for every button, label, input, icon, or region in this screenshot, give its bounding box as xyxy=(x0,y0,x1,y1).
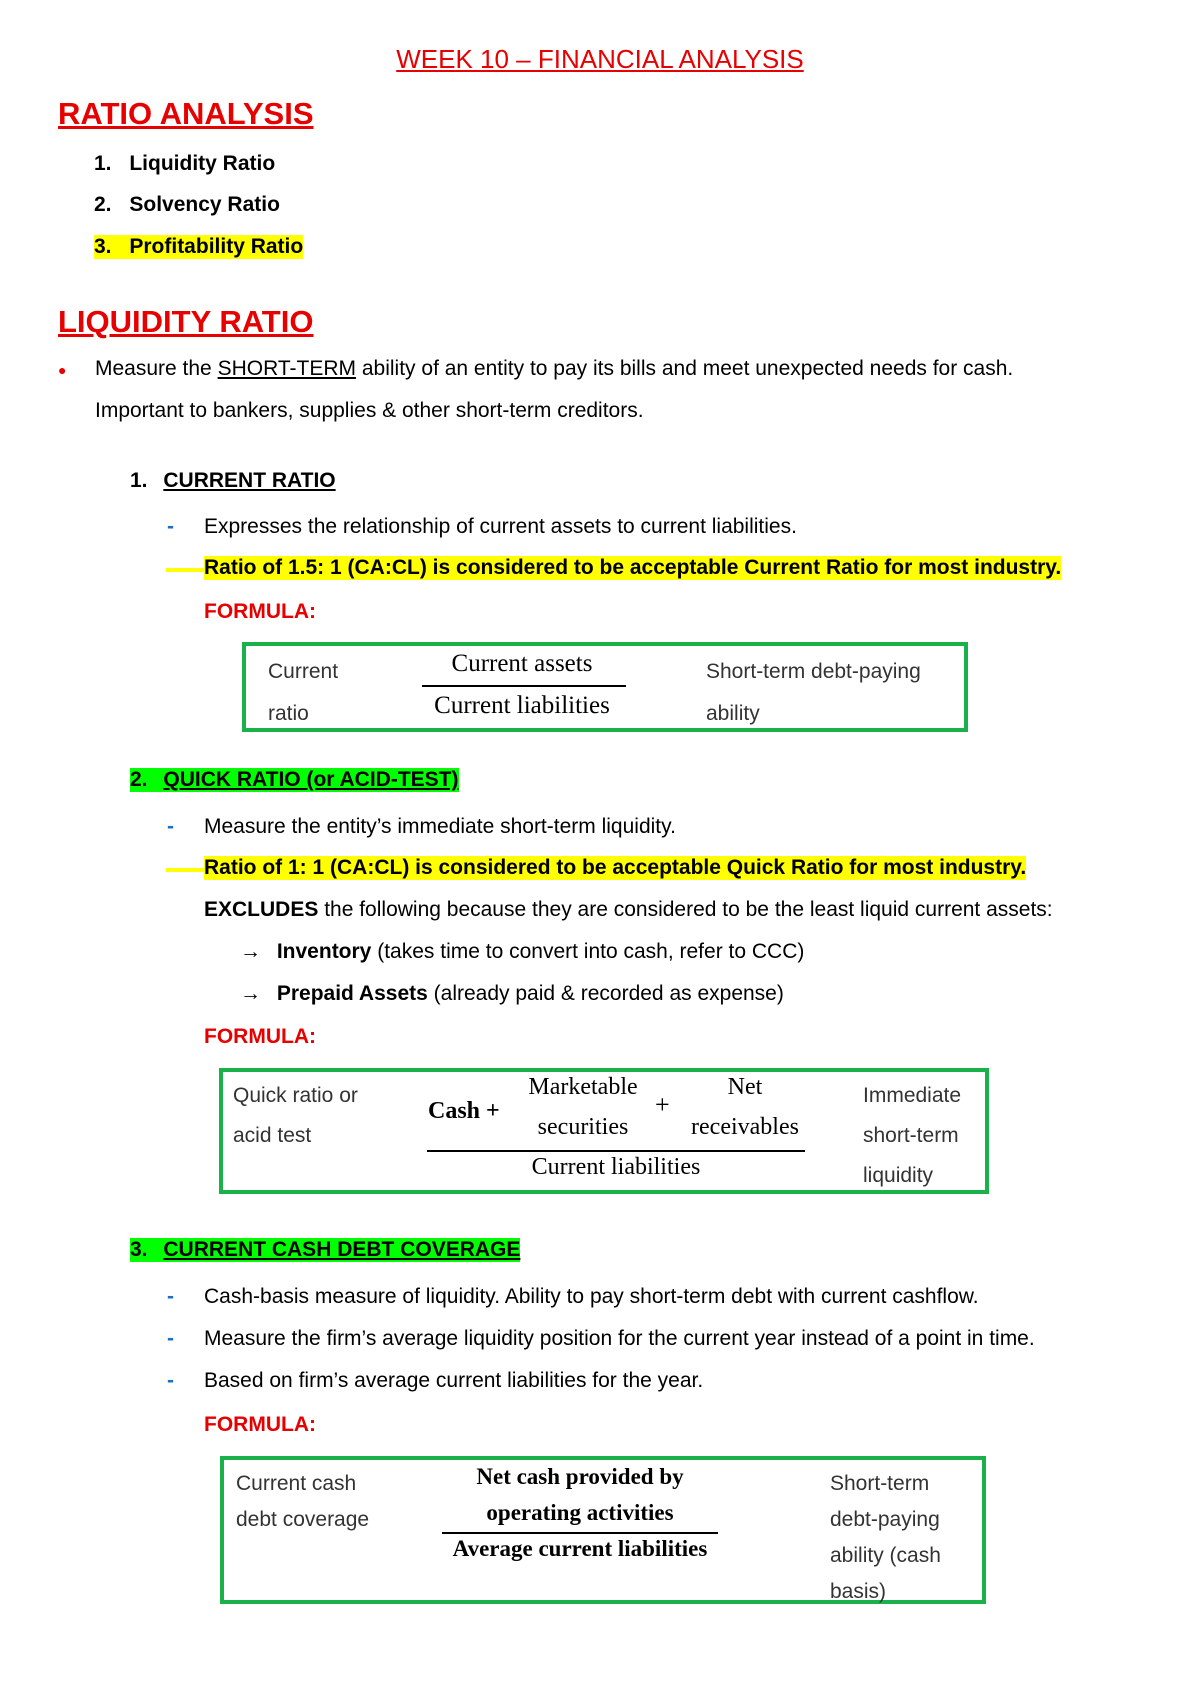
excludes-text xyxy=(204,898,1053,922)
highlight-marker xyxy=(166,868,204,872)
list-label: Liquidity Ratio xyxy=(129,152,276,175)
formula-denominator: Current liabilities xyxy=(531,1154,701,1180)
formula-meaning: basis) xyxy=(830,1580,887,1603)
formula-label: FORMULA: xyxy=(204,1413,316,1436)
fraction-line xyxy=(427,1150,805,1152)
section-number: 2. xyxy=(130,768,148,791)
formula-label: FORMULA: xyxy=(204,1025,316,1048)
text-bold: EXCLUDES xyxy=(204,898,319,921)
formula-denominator: Current liabilities xyxy=(434,692,610,719)
text-underlined: SHORT-TERM xyxy=(217,357,357,380)
formula-meaning: short-term xyxy=(863,1124,959,1147)
current-ratio-point: Expresses the relationship of current assets to current liabilities. xyxy=(204,515,797,538)
formula-meaning: ability (cash xyxy=(830,1544,941,1567)
ccdc-point: Cash-basis measure of liquidity. Ability to pay short-term debt with current cashflow. xyxy=(204,1285,979,1308)
arrow-icon: → xyxy=(240,982,261,1005)
section-title: CURRENT CASH DEBT COVERAGE xyxy=(163,1238,521,1261)
quick-ratio-point: Measure the entity’s immediate short-term liquidity. xyxy=(204,815,676,838)
quick-ratio-highlight: Ratio of 1: 1 (CA:CL) is considered to be acceptable Quick Ratio for most industry. xyxy=(204,856,1027,879)
formula-numerator: Net cash provided by xyxy=(476,1464,684,1489)
liquidity-description-line2: Important to bankers, supplies & other short-term creditors. xyxy=(95,399,644,422)
formula-name: debt coverage xyxy=(236,1508,370,1531)
list-number: 1. xyxy=(94,152,112,175)
ccdc-point: Based on firm’s average current liabilities for the year. xyxy=(204,1369,704,1392)
dash-icon: - xyxy=(167,1369,174,1392)
formula-denominator: Average current liabilities xyxy=(452,1536,708,1561)
dash-icon: - xyxy=(167,815,174,838)
formula-meaning: Short-term xyxy=(830,1472,930,1495)
liquidity-description xyxy=(95,357,1013,381)
formula-operator: + xyxy=(655,1090,670,1119)
list-number: 3. xyxy=(94,235,112,258)
formula-name: Current cash xyxy=(236,1472,357,1495)
ccdc-point: Measure the firm’s average liquidity position for the current year instead of a point in time. xyxy=(204,1327,1035,1350)
text: (takes time to convert into cash, refer to CCC) xyxy=(371,940,805,963)
formula-name: Current xyxy=(268,660,339,683)
formula-meaning: debt-paying xyxy=(830,1508,940,1531)
fraction-line xyxy=(442,1532,718,1534)
bullet-icon: ● xyxy=(58,362,67,378)
dash-icon: - xyxy=(167,515,174,538)
quick-ratio-heading xyxy=(130,768,459,792)
formula-term: Marketable xyxy=(528,1074,638,1100)
formula-term: receivables xyxy=(691,1114,799,1140)
text: the following because they are considered to be the least liquid current assets: xyxy=(318,898,1053,921)
list-item xyxy=(94,193,280,217)
formula-name: Quick ratio or xyxy=(233,1084,358,1107)
highlight-marker xyxy=(166,568,204,572)
formula-name: acid test xyxy=(233,1124,312,1147)
text: (already paid & recorded as expense) xyxy=(427,982,784,1005)
arrow-icon: → xyxy=(240,940,261,963)
list-label: Profitability Ratio xyxy=(129,235,304,258)
current-ratio-formula-box xyxy=(242,642,968,732)
dash-icon: - xyxy=(167,1285,174,1308)
formula-meaning: Short-term debt-paying xyxy=(706,660,921,683)
text-bold: Prepaid Assets xyxy=(276,982,428,1005)
section-number: 3. xyxy=(130,1238,148,1261)
page-title: WEEK 10 – FINANCIAL ANALYSIS xyxy=(396,44,804,74)
text: ability of an entity to pay its bills and meet unexpected needs for cash. xyxy=(356,357,1014,380)
liquidity-heading: LIQUIDITY RATIO xyxy=(58,304,314,339)
quick-ratio-formula-box xyxy=(219,1068,989,1194)
text-bold: Inventory xyxy=(276,940,372,963)
text: Measure the xyxy=(95,357,218,380)
section-title: QUICK RATIO (or ACID-TEST) xyxy=(163,768,459,791)
section-title: CURRENT RATIO xyxy=(163,469,336,492)
formula-name: ratio xyxy=(268,702,309,725)
ccdc-heading xyxy=(130,1238,520,1262)
list-item-highlighted xyxy=(94,235,303,259)
formula-numerator: Current assets xyxy=(451,650,593,677)
formula-meaning: Immediate xyxy=(863,1084,962,1107)
formula-meaning: liquidity xyxy=(863,1164,934,1187)
formula-term: Net xyxy=(727,1074,763,1100)
list-number: 2. xyxy=(94,193,112,216)
formula-meaning: ability xyxy=(706,702,760,725)
formula-term: Cash + xyxy=(428,1098,500,1124)
list-label: Solvency Ratio xyxy=(129,193,280,216)
formula-numerator: operating activities xyxy=(486,1500,674,1525)
current-ratio-heading xyxy=(130,469,336,493)
current-ratio-highlight: Ratio of 1.5: 1 (CA:CL) is considered to be acceptable Current Ratio for most industry. xyxy=(204,556,1062,579)
ratio-analysis-heading: RATIO ANALYSIS xyxy=(58,96,314,131)
section-number: 1. xyxy=(130,469,148,492)
arrow-item xyxy=(240,982,784,1006)
dash-icon: - xyxy=(167,1327,174,1350)
formula-label: FORMULA: xyxy=(204,600,316,623)
fraction-line xyxy=(422,685,626,687)
ccdc-formula-box xyxy=(220,1456,986,1604)
list-item xyxy=(94,152,275,176)
arrow-item xyxy=(240,940,804,964)
formula-term: securities xyxy=(537,1114,629,1140)
